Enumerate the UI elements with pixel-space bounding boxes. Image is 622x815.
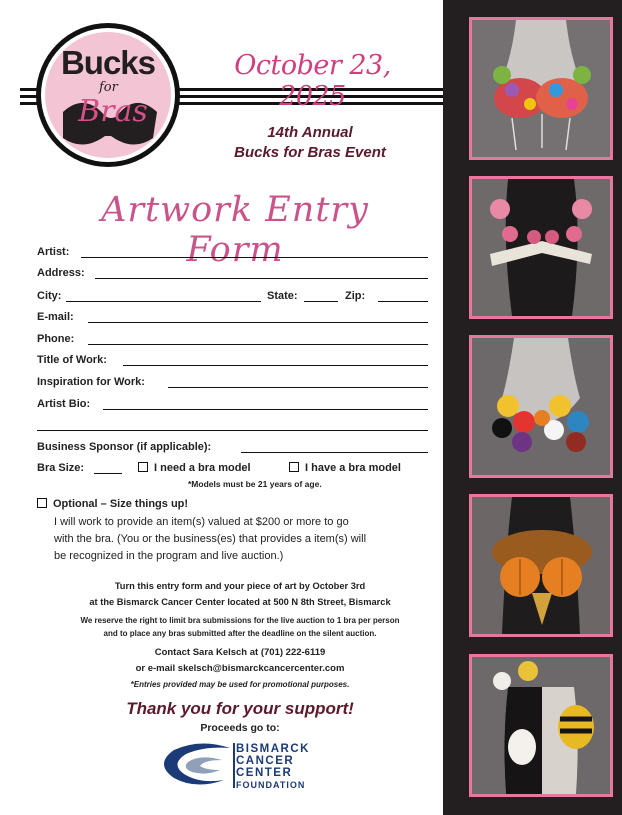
logo-word-bras: Bras xyxy=(78,94,148,129)
reserve-note xyxy=(30,614,450,640)
foundation-line1: BISMARCK xyxy=(236,743,310,755)
inspiration-label: Inspiration for Work: xyxy=(37,376,145,388)
business-sponsor-field[interactable] xyxy=(241,452,428,453)
instructions-line1: Turn this entry form and your piece of art by October 3rd xyxy=(114,581,366,591)
optional-description xyxy=(54,514,366,565)
optional-line1: I will work to provide an item(s) valued at $200 or more to go xyxy=(54,516,349,528)
need-model-label: I need a bra model xyxy=(154,462,251,474)
photo-skeleton-hands-bra xyxy=(469,176,613,319)
need-model-checkbox[interactable] xyxy=(138,462,148,472)
thank-you-text: Thank you for your support! xyxy=(126,699,354,718)
artist-field[interactable] xyxy=(81,257,428,258)
foundation-line4: FOUNDATION xyxy=(236,780,306,790)
phone-field[interactable] xyxy=(88,344,428,345)
optional-heading: Optional – Size things up! xyxy=(53,498,189,510)
have-model-option[interactable] xyxy=(289,461,401,475)
photo-column xyxy=(443,0,622,815)
state-field[interactable] xyxy=(304,301,338,302)
promo-note: *Entries provided may be used for promotional purposes. xyxy=(130,680,350,689)
zip-label: Zip: xyxy=(345,290,366,302)
email-field[interactable] xyxy=(88,322,428,323)
title-of-work-label: Title of Work: xyxy=(37,354,107,366)
phone-label: Phone: xyxy=(37,333,75,345)
zip-field[interactable] xyxy=(378,301,428,302)
optional-option[interactable] xyxy=(37,497,188,511)
reserve-line1: We reserve the right to limit bra submissions for the live auction to 1 bra per person xyxy=(80,616,400,625)
have-model-checkbox[interactable] xyxy=(289,462,299,472)
submission-instructions xyxy=(40,578,440,610)
instructions-line2: at the Bismarck Cancer Center located at 500 N 8th Street, Bismarck xyxy=(89,597,391,607)
bra-size-label: Bra Size: xyxy=(37,462,85,474)
state-label: State: xyxy=(267,290,298,302)
foundation-divider xyxy=(233,743,235,788)
optional-checkbox[interactable] xyxy=(37,498,47,508)
foundation-line3: CENTER xyxy=(236,767,293,779)
proceeds-text: Proceeds go to: xyxy=(200,722,280,734)
artist-bio-field[interactable] xyxy=(103,409,428,410)
photo-pumpkin-bra xyxy=(469,494,613,637)
photo-bee-bra xyxy=(469,654,613,797)
photo-billiard-balls-bra xyxy=(469,335,613,478)
address-field[interactable] xyxy=(95,278,428,279)
optional-line3: be recognized in the program and live auction.) xyxy=(54,550,284,562)
city-field[interactable] xyxy=(66,301,261,302)
event-title-line2: Bucks for Bras Event xyxy=(234,144,386,161)
foundation-name xyxy=(236,743,310,791)
have-model-label: I have a bra model xyxy=(305,462,401,474)
photo-floral-bra xyxy=(469,17,613,160)
contact-email[interactable]: or e-mail skelsch@bismarckcancercenter.com xyxy=(135,663,345,674)
contact-line: Contact Sara Kelsch at (701) 222-6119 xyxy=(154,647,326,658)
optional-line2: with the bra. (You or the business(es) that provides a item(s) will xyxy=(54,533,367,545)
inspiration-field[interactable] xyxy=(168,387,428,388)
city-label: City: xyxy=(37,290,62,302)
artist-bio-label: Artist Bio: xyxy=(37,398,91,410)
artist-label: Artist: xyxy=(37,246,70,258)
bucks-for-bras-logo xyxy=(33,20,183,170)
logo-word-for: for xyxy=(99,80,118,95)
artist-bio-field-line2[interactable] xyxy=(37,430,428,431)
reserve-line2: and to place any bras submitted after the deadline on the silent auction. xyxy=(103,629,377,638)
business-sponsor-label: Business Sponsor (if applicable): xyxy=(37,441,212,453)
address-label: Address: xyxy=(37,267,85,279)
foundation-swoosh-icon xyxy=(160,740,232,790)
event-title xyxy=(200,123,420,163)
need-model-option[interactable] xyxy=(138,461,251,475)
logo-word-bucks: Bucks xyxy=(60,44,156,81)
form-title: Artwork Entry Form xyxy=(101,190,369,270)
event-title-line1: 14th Annual xyxy=(267,124,353,141)
title-of-work-field[interactable] xyxy=(123,365,428,366)
event-date: October 23, 2025 xyxy=(234,50,391,112)
email-label: E-mail: xyxy=(37,311,74,323)
bra-size-field[interactable] xyxy=(94,473,122,474)
contact-info xyxy=(40,645,440,677)
models-age-note: *Models must be 21 years of age. xyxy=(188,479,322,489)
foundation-line2: CANCER xyxy=(236,755,295,767)
